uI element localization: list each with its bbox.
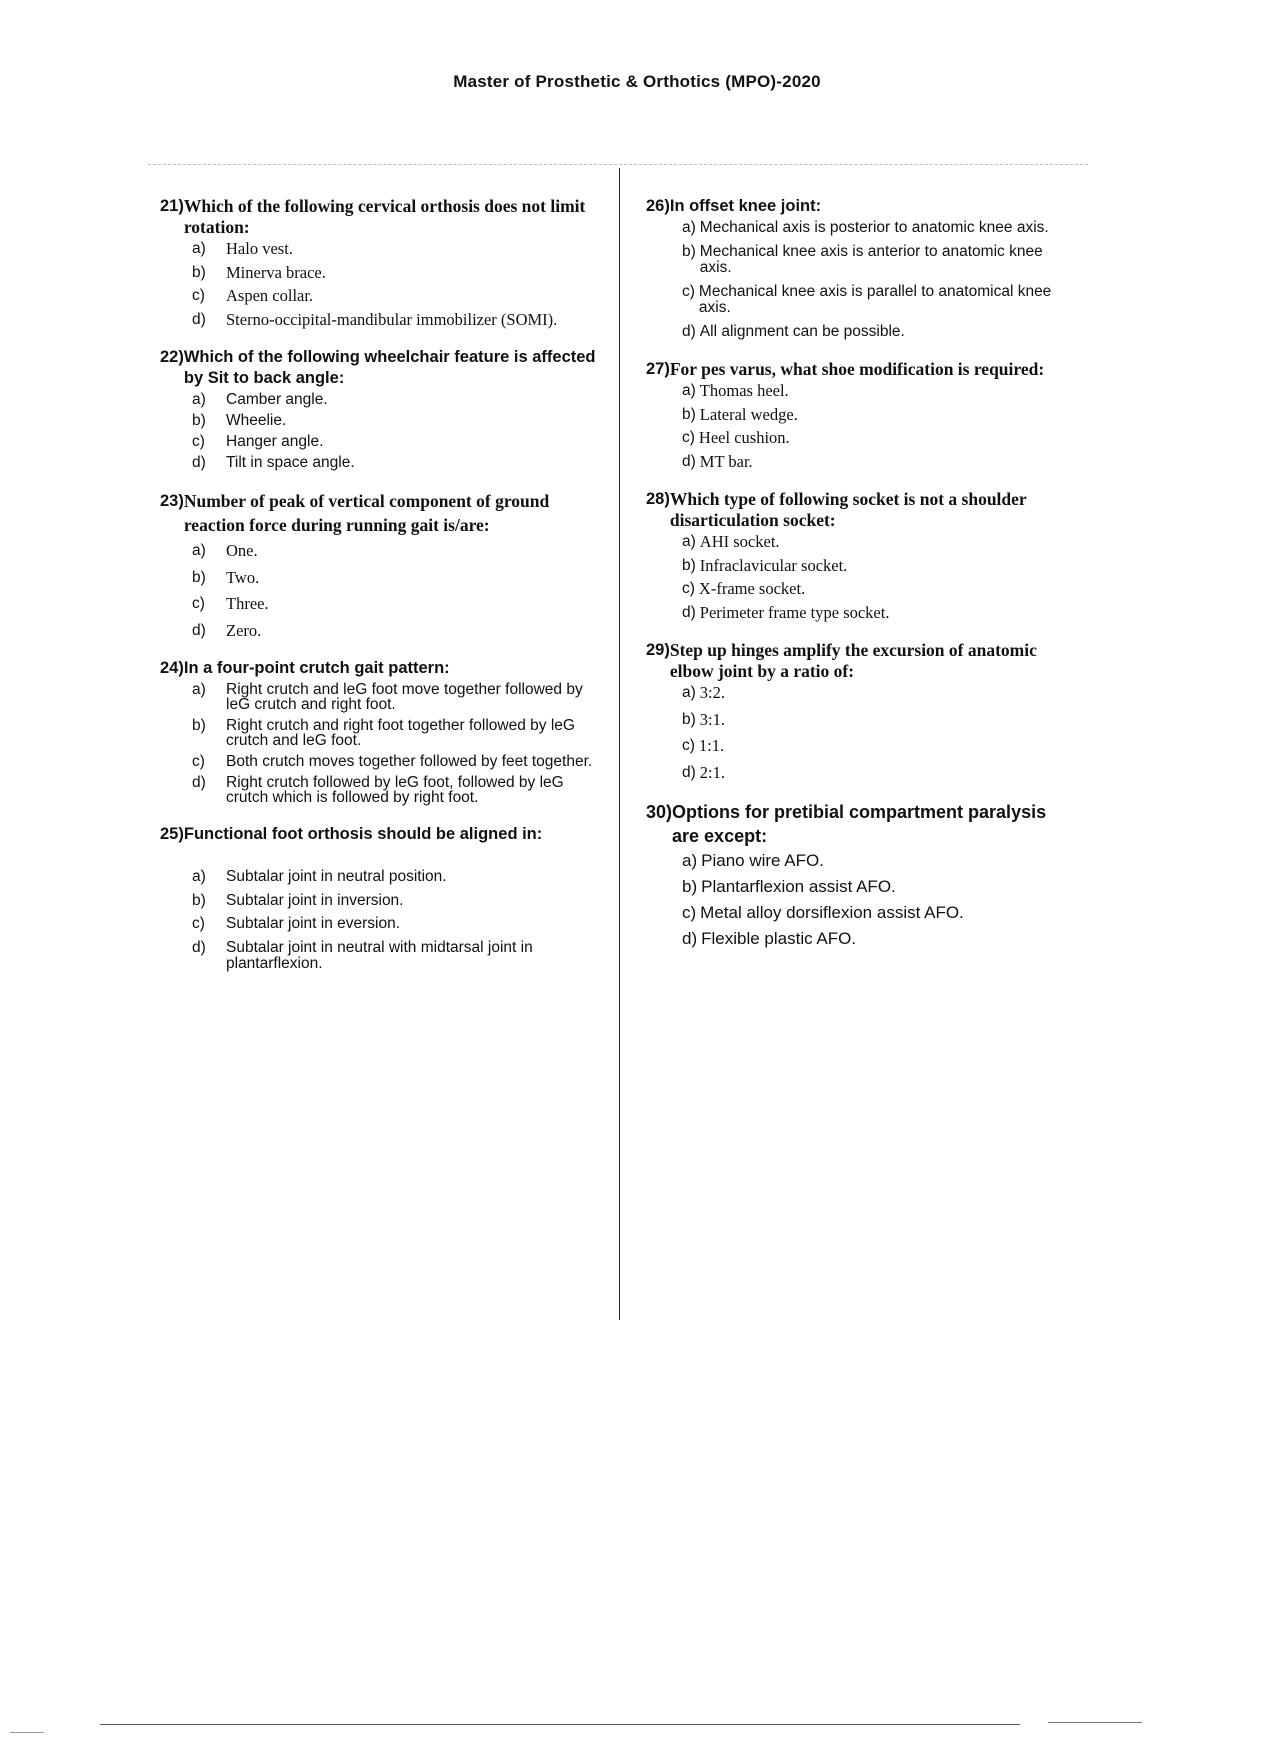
option-letter: c) [682,580,695,597]
option-c [646,903,1066,922]
right-column [646,196,1066,967]
question-text: Which type of following socket is not a shoulder disarticulation socket: [669,489,1027,530]
question-21 [160,196,600,328]
option-letter: a) [192,391,206,408]
option-b [160,567,600,587]
question-text: For pes varus, what shoe modification is required: [669,359,1045,379]
option-text: Hanger angle. [226,433,324,450]
question-text: Functional foot orthosis should be aligned in: [183,825,543,843]
option-text: Flexible plastic AFO. [701,929,857,948]
question-26 [646,196,1066,340]
question-number: 27) [646,360,670,378]
option-letter: b) [682,405,696,423]
option-letter: b) [682,710,696,728]
option-text: Mechanical axis is posterior to anatomic knee axis. [699,219,1049,236]
option-letter: d) [192,454,206,471]
option-c [160,596,600,613]
option-a [160,543,600,560]
option-letter: c) [192,287,205,304]
option-b [646,555,1066,575]
option-d [646,762,1066,782]
question-22 [160,347,600,470]
option-letter: b) [192,412,206,429]
option-d [646,324,1066,341]
option-d [646,929,1066,948]
option-text: Sterno-occipital-mandibular immobilizer (SOMI). [226,309,558,329]
option-b [646,877,1066,896]
column-divider [619,168,620,1320]
option-letter: b) [682,556,696,574]
option-list [646,220,1066,340]
option-list [160,392,600,470]
question-number: 29) [646,641,670,659]
option-text: Minerva brace. [226,262,326,282]
option-b [160,718,600,748]
option-text: Heel cushion. [698,428,790,447]
option-text: One. [226,541,258,560]
option-text: 1:1. [698,736,725,755]
question-text: In offset knee joint: [669,197,822,215]
option-text: Mechanical knee axis is parallel to anatomical knee axis. [698,282,1052,316]
option-text: Right crutch and leG foot move together followed by leG crutch and right foot. [226,681,583,713]
question-text: In a four-point crutch gait pattern: [183,659,450,677]
option-list [160,241,600,328]
question-24 [160,658,600,805]
option-c [646,738,1066,755]
option-text: Zero. [226,620,262,640]
option-text: Tilt in space angle. [226,454,355,471]
option-a [646,220,1066,237]
option-d [160,940,600,973]
option-letter: d) [192,774,206,791]
page-title: Master of Prosthetic & Orthotics (MPO)-2020 [453,72,821,91]
option-a [646,534,1066,551]
option-text: 3:1. [699,709,726,729]
option-text: Right crutch followed by leG foot, followed by leG crutch which is followed by right foot. [226,774,564,806]
option-text: X-frame socket. [698,579,806,598]
option-letter: c) [192,915,205,932]
option-letter: b) [682,242,696,260]
option-list [160,543,600,639]
option-text: MT bar. [699,451,753,471]
option-letter: d) [682,452,696,470]
option-b [646,709,1066,729]
option-c [160,434,600,449]
option-text: Subtalar joint in neutral position. [226,868,447,885]
option-letter: b) [192,263,206,281]
question-text: Options for pretibial compartment paralysis are except: [672,802,1047,846]
option-a [160,241,600,258]
option-letter: a) [192,240,206,257]
option-text: Plantarflexion assist AFO. [701,877,896,896]
question-text: Which of the following wheelchair feature is affected by Sit to back angle: [183,348,596,387]
option-d [160,309,600,329]
question-text: Number of peak of vertical component of ground reaction force during running gait is/are: [183,491,550,535]
option-b [160,893,600,910]
option-text: Metal alloy dorsiflexion assist AFO. [700,903,964,922]
option-text: All alignment can be possible. [699,322,905,340]
question-number: 26) [646,197,670,215]
question-27 [646,359,1066,470]
question-number: 21) [160,197,184,215]
option-c [160,916,600,933]
option-letter: a) [682,382,696,399]
option-letter: b) [192,891,206,909]
option-d [160,775,600,805]
option-letter: a) [682,219,696,236]
option-text: Infraclavicular socket. [699,555,848,575]
option-letter: a) [192,868,206,885]
option-a [160,869,600,886]
option-letter: c) [682,282,695,300]
option-text: 3:2. [699,683,726,702]
option-letter: a) [682,533,696,550]
option-letter: b) [192,717,206,734]
question-number: 28) [646,490,670,508]
question-28 [646,489,1066,621]
option-list [646,685,1066,781]
option-list [160,869,600,973]
option-letter: a) [192,681,206,698]
option-letter: d) [192,938,206,956]
option-text: Aspen collar. [226,286,314,305]
option-b [160,262,600,282]
option-a [646,383,1066,400]
option-c [160,754,600,769]
option-text: Mechanical knee axis is anterior to anatomic knee axis. [699,242,1043,276]
option-text: Both crutch moves together followed by feet together. [226,753,593,770]
question-number: 24) [160,659,184,677]
option-text: Right crutch and right foot together followed by leG crutch and leG foot. [226,717,575,749]
option-letter: d) [682,763,696,781]
option-c [646,430,1066,447]
scan-corner-mark [10,1732,44,1733]
option-d [160,455,600,470]
option-letter: c) [192,595,205,612]
option-letter: b) [192,568,206,586]
question-23 [160,489,600,639]
question-30 [646,800,1066,948]
question-number: 23) [160,492,184,510]
option-text: AHI socket. [699,532,780,551]
question-text: Step up hinges amplify the excursion of anatomic elbow joint by a ratio of: [669,640,1037,681]
option-letter: d) [682,929,698,948]
option-letter: c) [682,903,697,922]
option-letter: a) [192,542,206,559]
option-c [160,288,600,305]
option-text: Wheelie. [226,412,287,429]
option-text: Perimeter frame type socket. [699,602,890,622]
left-column [160,196,600,992]
option-list [646,534,1066,621]
option-letter: d) [682,603,696,621]
option-c [646,581,1066,598]
option-c [646,284,1066,317]
question-25 [160,824,600,973]
option-d [160,620,600,640]
option-text: Piano wire AFO. [701,851,824,870]
option-text: Lateral wedge. [699,404,798,424]
option-a [646,685,1066,702]
question-number: 25) [160,825,184,843]
option-text: Subtalar joint in neutral with midtarsal joint in plantarflexion. [226,938,533,972]
option-text: Subtalar joint in inversion. [226,891,404,909]
question-number: 22) [160,348,184,366]
option-a [160,392,600,407]
question-text: Which of the following cervical orthosis does not limit rotation: [183,196,586,237]
option-letter: d) [192,310,206,328]
option-text: Camber angle. [226,391,328,408]
header-divider [148,164,1088,165]
question-29 [646,640,1066,781]
option-d [646,602,1066,622]
option-letter: c) [192,753,205,770]
option-letter: b) [682,877,698,896]
option-letter: a) [682,851,698,870]
option-letter: c) [682,737,695,754]
option-letter: c) [192,433,205,450]
option-text: Halo vest. [226,239,293,258]
option-text: Subtalar joint in eversion. [226,915,401,932]
option-text: Three. [226,594,269,613]
footer-rule [100,1724,1020,1725]
option-text: Thomas heel. [699,381,789,400]
option-d [646,451,1066,471]
option-letter: d) [682,322,696,340]
question-number: 30) [646,802,673,822]
option-letter: d) [192,621,206,639]
option-b [160,413,600,428]
option-list [646,383,1066,470]
option-letter: c) [682,429,695,446]
option-list [646,851,1066,948]
option-letter: a) [682,684,696,701]
option-text: Two. [226,567,260,587]
option-a [646,851,1066,870]
option-b [646,244,1066,277]
option-b [646,404,1066,424]
option-list [160,682,600,805]
footer-rule-short [1048,1722,1142,1723]
option-a [160,682,600,712]
option-text: 2:1. [699,762,726,782]
